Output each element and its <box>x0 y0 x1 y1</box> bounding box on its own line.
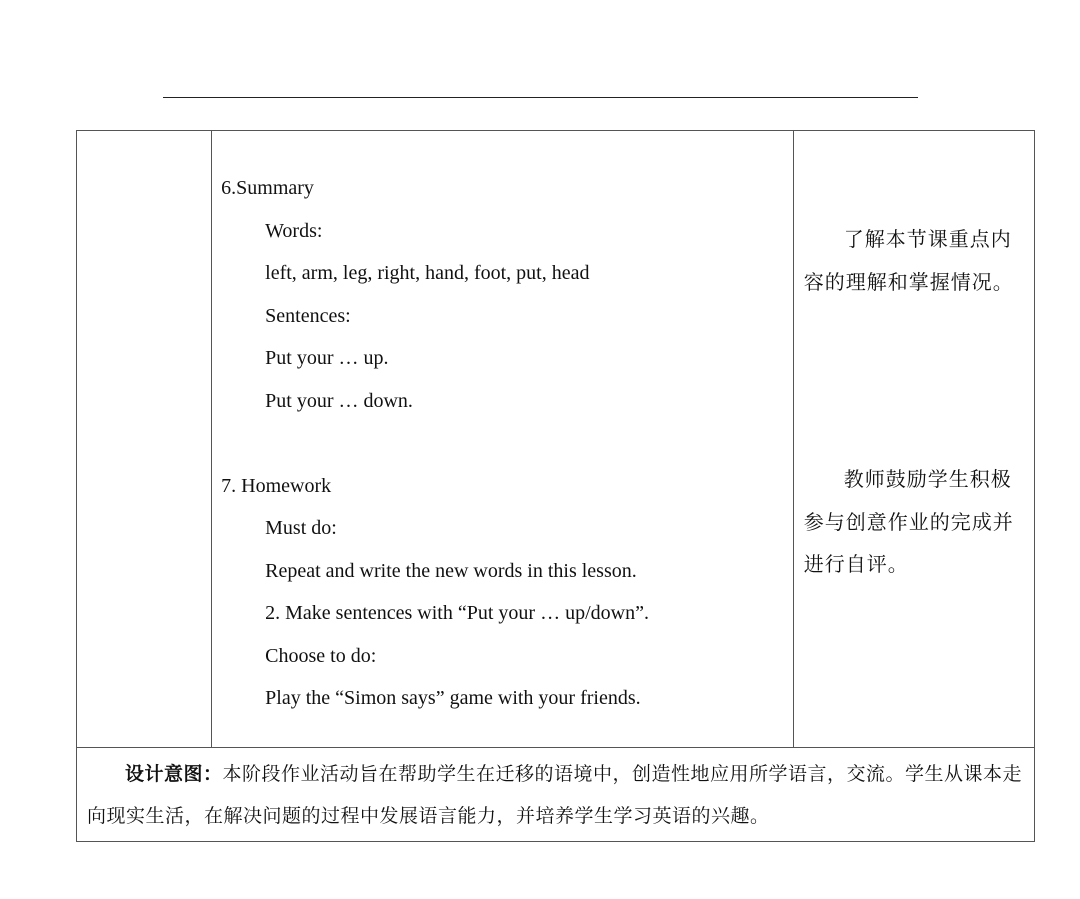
sentence-down: Put your … down. <box>265 389 413 412</box>
activity-content-cell <box>212 131 794 748</box>
design-intent-row <box>77 748 1035 842</box>
words-list: left, arm, leg, right, hand, foot, put, head <box>265 262 590 284</box>
intent-notes-cell <box>793 131 1034 748</box>
summary-note: 了解本节课重点内容的理解和掌握情况。 <box>803 227 1014 294</box>
words-label: Words: <box>265 219 323 242</box>
summary-heading: 6.Summary <box>221 177 314 199</box>
header-rule <box>163 97 918 98</box>
must-do-label: Must do: <box>265 517 337 539</box>
must-do-item-2: 2. Make sentences with “Put your … up/down”. <box>265 602 649 624</box>
design-intent-label: 设计意图： <box>125 763 223 785</box>
choose-label: Choose to do: <box>265 644 377 667</box>
choose-item-1: Play the “Simon says” game with your friends. <box>265 687 641 709</box>
must-do-item-1: Repeat and write the new words in this lesson. <box>265 559 637 582</box>
activity-row <box>77 131 1035 748</box>
lesson-plan-table <box>76 130 1035 842</box>
sentences-label: Sentences: <box>265 304 351 327</box>
homework-note: 教师鼓励学生积极参与创意作业的完成并进行自评。 <box>803 467 1014 576</box>
homework-heading: 7. Homework <box>221 474 332 497</box>
sentence-up: Put your … up. <box>265 347 389 369</box>
design-intent-text: 本阶段作业活动旨在帮助学生在迁移的语境中，创造性地应用所学语言，交流。学生从课本走向现实生活，在解决问题的过程中发展语言能力，并培养学生学习英语的兴趣。 <box>87 763 1023 827</box>
section-gap <box>212 422 793 465</box>
stage-cell <box>77 131 212 748</box>
design-intent-cell <box>77 748 1035 842</box>
